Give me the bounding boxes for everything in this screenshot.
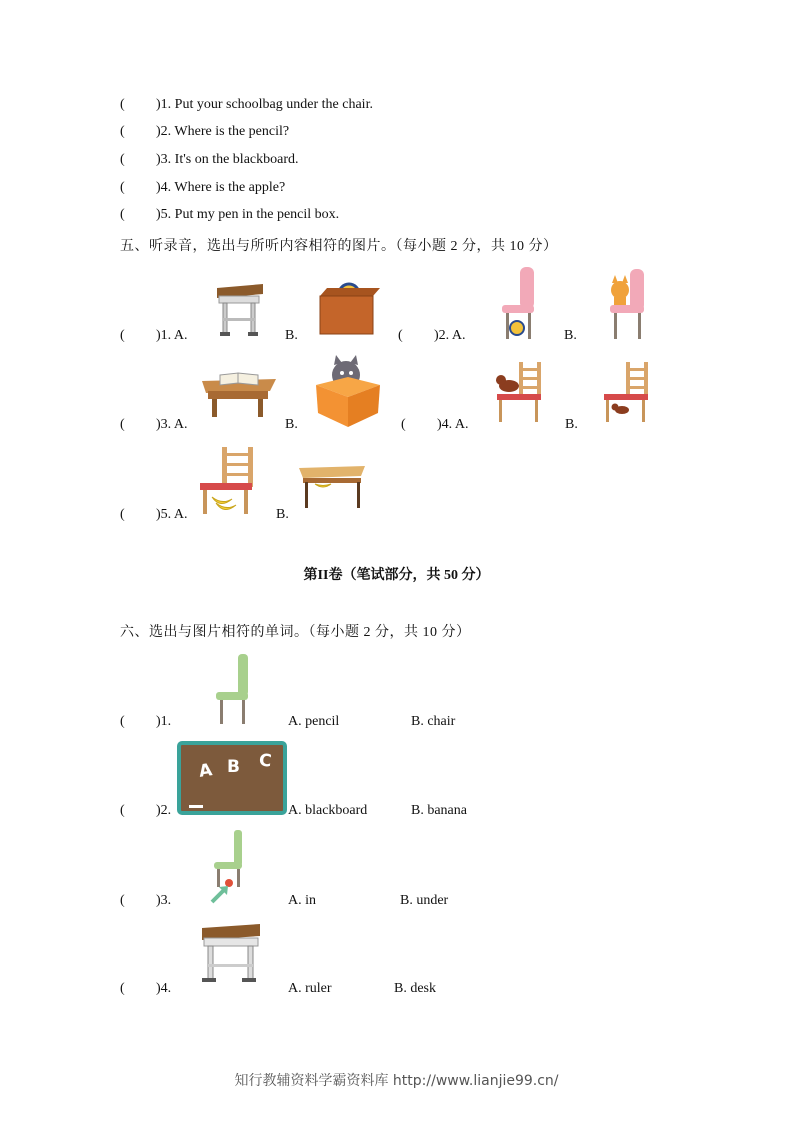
part6-heading: 六、选出与图片相符的单词。（每小题 2 分，共 10 分） — [120, 625, 471, 640]
p5-q5-option-b: B. — [276, 507, 289, 522]
box-cat-image — [312, 355, 384, 430]
desk-image — [215, 282, 265, 342]
answer-blank[interactable]: ( — [120, 893, 125, 908]
p6-q2-label: ( )2. — [120, 803, 172, 818]
p6-q4-option-a: A. ruler — [288, 981, 332, 996]
p5-q1-label: ( )1. A. — [120, 328, 188, 343]
table-bananas-image — [295, 462, 367, 510]
footer-watermark: 知行教辅资料学霸资料库 http://www.lianjie99.cn/ — [234, 1073, 559, 1089]
p6-q4-option-b: B. desk — [394, 981, 436, 996]
answer-blank[interactable]: ( — [120, 803, 125, 818]
p6-q3-option-b: B. under — [400, 893, 449, 908]
answer-blank[interactable]: ( — [120, 981, 125, 996]
sentence-4: ( )4. Where is the apple? — [120, 180, 286, 195]
p6-q4-label: ( )4. — [120, 981, 172, 996]
p6-q3-option-a: A. in — [288, 893, 316, 908]
answer-blank[interactable]: ( — [120, 180, 125, 195]
p5-q2-option-b: B. — [564, 328, 577, 343]
p6-q3-label: ( )3. — [120, 893, 172, 908]
chair-dog-on-image — [495, 362, 545, 424]
part5-heading: 五、听录音，选出与所听内容相符的图片。（每小题 2 分，共 10 分） — [120, 239, 558, 254]
green-chair-image — [212, 654, 252, 726]
answer-blank[interactable]: ( — [120, 97, 125, 112]
answer-blank[interactable]: ( — [120, 152, 125, 167]
answer-blank[interactable]: ( — [120, 507, 125, 522]
p5-q2-label: ( )2. A. — [398, 328, 466, 343]
p5-q4-option-b: B. — [565, 417, 578, 432]
p5-q3-label: ( )3. A. — [120, 417, 188, 432]
chair-bananas-image — [198, 447, 256, 517]
p6-q1-option-b: B. chair — [411, 714, 456, 729]
p6-q2-option-b: B. banana — [411, 803, 467, 818]
answer-blank[interactable]: ( — [120, 207, 125, 222]
desk-book-image — [200, 367, 278, 419]
sentence-5: ( )5. Put my pen in the pencil box. — [120, 207, 340, 222]
answer-blank[interactable]: ( — [120, 714, 125, 729]
box-with-ball-image — [315, 282, 380, 337]
answer-blank[interactable]: ( — [401, 417, 406, 432]
chalk-icon — [189, 805, 203, 808]
p5-q5-label: ( )5. A. — [120, 507, 188, 522]
section2-title: 第II卷（笔试部分，共 50 分） — [303, 568, 490, 583]
sentence-2: ( )2. Where is the pencil? — [120, 124, 290, 139]
blackboard-image — [177, 741, 287, 815]
answer-blank[interactable]: ( — [120, 124, 125, 139]
desk-stool-image — [198, 922, 264, 992]
p5-q1-option-b: B. — [285, 328, 298, 343]
chair-under-arrow-image — [208, 828, 248, 908]
blackboard-letter: C — [257, 750, 273, 772]
chair-dog-under-image — [602, 362, 652, 424]
p6-q1-option-a: A. pencil — [288, 714, 340, 729]
p5-q3-option-b: B. — [285, 417, 298, 432]
pink-chair-cat-image — [604, 265, 646, 343]
p6-q1-label: ( )1. — [120, 714, 172, 729]
answer-blank[interactable]: ( — [120, 328, 125, 343]
answer-blank[interactable]: ( — [120, 417, 125, 432]
blackboard-letter: A — [197, 760, 214, 782]
p6-q2-option-a: A. blackboard — [288, 803, 368, 818]
pink-chair-ball-image — [498, 267, 538, 342]
sentence-1: ( )1. Put your schoolbag under the chair. — [120, 97, 373, 112]
blackboard-letter: B — [227, 757, 240, 777]
p5-q4-label: ( )4. A. — [401, 417, 469, 432]
answer-blank[interactable]: ( — [398, 328, 403, 343]
sentence-3: ( )3. It's on the blackboard. — [120, 152, 299, 167]
